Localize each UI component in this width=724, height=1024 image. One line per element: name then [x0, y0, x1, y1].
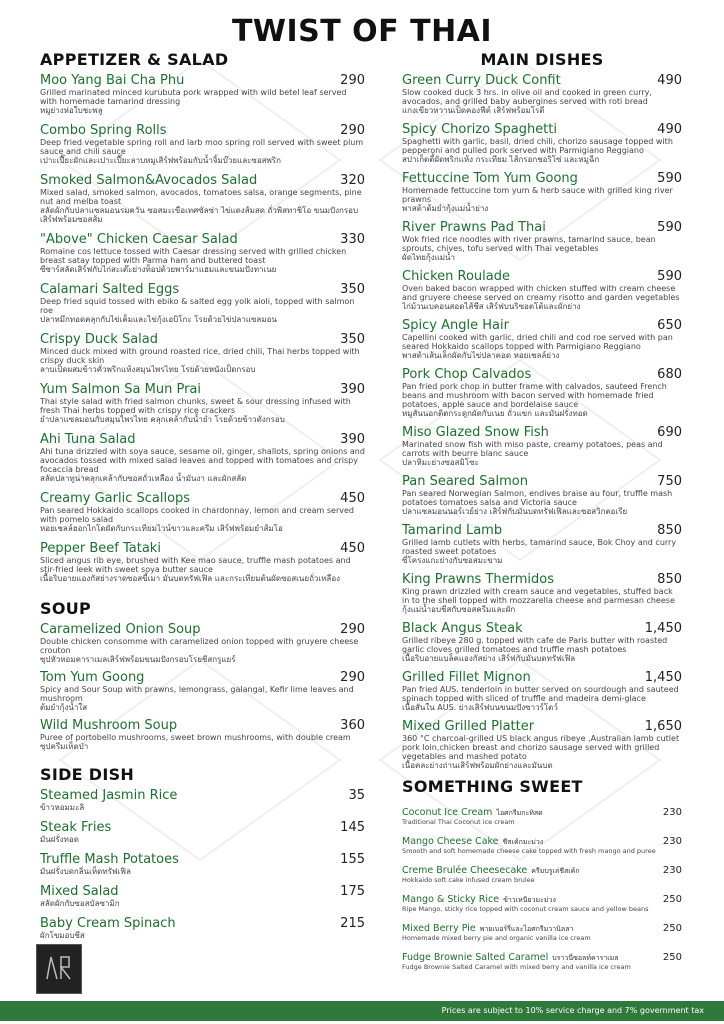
menu-item-price: 230: [662, 807, 682, 818]
menu-item-name: Calamari Salted Eggs: [40, 282, 180, 297]
menu-item-row: [402, 858, 682, 877]
menu-item: [40, 820, 365, 844]
menu-item-name-group: [402, 800, 543, 819]
menu-item: [40, 432, 365, 483]
menu-item-thai: แกงเขียวหวานเป็ดคองฟีต์ เสิร์ฟพร้อมโรตี: [402, 106, 545, 115]
menu-item-row: [40, 820, 365, 835]
menu-item-thai: มันฝรั่งทอด: [40, 835, 79, 844]
menu-item-row: [40, 232, 365, 247]
menu-item-row: [402, 73, 682, 88]
menu-item-row: [40, 491, 365, 506]
menu-item-description: Thai style salad with fried salmon chunks, sweet & sour dressing infused with fresh Thai herbs topped with crispy rice crackers: [40, 397, 351, 415]
menu-item-price: 145: [340, 820, 365, 835]
menu-item: [402, 318, 682, 360]
menu-item-price: 490: [657, 122, 682, 137]
menu-item: [402, 367, 682, 418]
menu-item-description: Deep fried squid tossed with ebiko & salted egg yolk aioli, topped with salmon roe: [40, 297, 355, 315]
twist-of-thai-logo: [36, 944, 82, 994]
section-heading: SIDE DISH: [40, 765, 135, 784]
menu-item-name: Mixed Berry Pie: [402, 923, 476, 934]
menu-item-row: [402, 171, 682, 186]
menu-item-thai: สปาเก็ตตี้ผัดพริกแห้ง กระเทียม ไส้กรอกชอริโซ่ และหมูฉีก: [402, 155, 600, 164]
menu-item: [402, 719, 682, 770]
menu-item-thai: พาสต้าเส้นเล็กผัดกับไข่ปลาคอด หอยเชลล์ย่าง: [402, 351, 560, 360]
menu-item-thai: สลัดผักกับปลาแซลมอนรมควัน ซอสมะเขือเทศซัลซ่า ไข่แดงส้มสด ถั่วพิสทาชิโอ ขนมปังกรอบ เสิร์ฟพร้อมซอสส้ม: [40, 206, 359, 224]
menu-item: [402, 425, 682, 467]
menu-item-thai-name: พายเบอร์รี่และไอศกรีมวานิลลา: [479, 925, 574, 933]
menu-item-thai: ลาบเป็ดผสมข้าวคั่วพริกแห้งสมุนไพรไทย โรยด้วยหนังเป็ดกรอบ: [40, 365, 256, 374]
menu-item-price: 250: [662, 894, 682, 905]
menu-item-thai: หอยเชลล์ฮอกไกโดผัดกับกระเทียมไวน์ขาวและครีม เสิร์ฟพร้อมยำส้มโอ: [40, 524, 283, 533]
menu-item-name: Grilled Fillet Mignon: [402, 670, 531, 685]
menu-item-description: Marinated snow fish with miso paste, creamy potatoes, peas and carrots with beurre blanc sauce: [402, 440, 663, 458]
menu-item-description: Traditional Thai Coconut ice cream: [402, 818, 515, 826]
menu-item: [402, 171, 682, 213]
menu-item-price: 690: [657, 425, 682, 440]
menu-item-description: Pan fried pork chop in butter frame with calvados, sauteed French beans and mushroom with bacon served with homemade fried potatoes, apple sauce and bordelaise sauce: [402, 382, 667, 409]
menu-item-row: [402, 916, 682, 935]
left-column: [40, 50, 365, 948]
menu-item-name: Creamy Garlic Scallops: [40, 491, 191, 506]
menu-item-price: 850: [657, 523, 682, 538]
menu-item: [402, 474, 682, 516]
menu-item-row: [402, 945, 682, 964]
menu-item-name: Black Angus Steak: [402, 621, 523, 636]
menu-title: TWIST OF THAI: [231, 14, 493, 49]
section-heading: SOUP: [40, 599, 92, 618]
menu-item: [40, 541, 365, 583]
menu-item: [402, 122, 682, 164]
menu-item-thai: ปลาหมึกทอดคลุกกับไข่เค็มและไข่กุ้งเอบิโกะ โรยด้วยไข่ปลาแซลมอน: [40, 315, 277, 324]
menu-item-description: Pan seared Norwegian Salmon, endives braise au four, truffle mash potatoes tomatoes salsa and Victoria sauce: [402, 489, 673, 507]
menu-item-name: King Prawns Thermidos: [402, 572, 555, 587]
menu-item-row: [40, 884, 365, 899]
menu-item-description: Pan seared Hokkaido scallops cooked in chardonnay, lemon and cream served with pomelo salad: [40, 506, 354, 524]
menu-item-description: Sliced angus rib eye, brushed with Kee mao sauce, truffle mash potatoes and stir-fried leek with sweet soya butter sauce: [40, 556, 351, 574]
menu-item-price: 450: [340, 491, 365, 506]
menu-item-description: Slow cooked duck 3 hrs. in olive oil and cooked in green curry, avocados, and grilled baby aubergines served with roti bread: [402, 88, 652, 106]
menu-item-price: 1,650: [644, 719, 682, 734]
menu-item-row: [402, 523, 682, 538]
menu-item-name: Caramelized Onion Soup: [40, 622, 201, 637]
menu-item-description: Double chicken consomme with caramelized onion topped with gruyere cheese crouton: [40, 637, 359, 655]
menu-item: [40, 73, 365, 115]
menu-item-name-group: [402, 887, 556, 906]
menu-item: [402, 858, 682, 884]
menu-item: [40, 718, 365, 751]
menu-item: [402, 800, 682, 826]
menu-item-row: [40, 332, 365, 347]
menu-item-description: Homemade fettuccine tom yum & herb sauce with grilled king river prawns: [402, 186, 673, 204]
menu-item-description: King prawn drizzled with cream sauce and vegetables, stuffed back in to the shell topped with mozzarella cheese and parmesan cheese: [402, 587, 675, 605]
menu-item-price: 450: [340, 541, 365, 556]
menu-item-description: Capellini cooked with garlic, dried chili and cod roe served with pan seared Hokkaido scallops topped with Parmigiano Reggiano: [402, 333, 673, 351]
menu-item-row: [40, 73, 365, 88]
menu-item: [402, 916, 682, 942]
menu-item-name: Wild Mushroom Soup: [40, 718, 178, 733]
menu-item-thai: หมูย่างห่อใบชะพลู: [40, 106, 103, 115]
menu-item-row: [402, 425, 682, 440]
section-heading: APPETIZER & SALAD: [40, 50, 229, 69]
menu-item-name: Crispy Duck Salad: [40, 332, 158, 347]
menu-item-name: Ahi Tuna Salad: [40, 432, 136, 447]
menu-item-description: Hokkaido soft cake infused cream brulee: [402, 876, 535, 884]
menu-item-name: Smoked Salmon&Avocados Salad: [40, 173, 258, 188]
menu-item-row: [402, 829, 682, 848]
menu-item-row: [40, 282, 365, 297]
menu-item-row: [40, 670, 365, 685]
menu-item-price: 650: [657, 318, 682, 333]
menu-item-thai-name: ชีสเค้กมะม่วง: [502, 838, 544, 846]
menu-item-thai: ซี่โครงแกะย่างกับซอสมะขาม: [402, 556, 503, 565]
menu-item-price: 330: [340, 232, 365, 247]
section-heading: MAIN DISHES: [480, 50, 604, 69]
menu-item-name: "Above" Chicken Caesar Salad: [40, 232, 238, 247]
menu-item: [40, 382, 365, 424]
menu-item-thai: ต้มยำกุ้งน้ำใส: [40, 703, 88, 712]
menu-item-thai: ข้าวหอมมะลิ: [40, 803, 85, 812]
menu-item-name: Mango Cheese Cake: [402, 836, 499, 847]
menu-item: [402, 73, 682, 115]
menu-item-row: [40, 852, 365, 867]
menu-item-name: Spicy Chorizo Spaghetti: [402, 122, 557, 137]
menu-item-description: Puree of portobello mushrooms, sweet brown mushrooms, with double cream: [40, 733, 351, 742]
menu-item-price: 290: [340, 73, 365, 88]
menu-item-name: Miso Glazed Snow Fish: [402, 425, 549, 440]
menu-item-thai: ปลาแซลมอนนอร์เวย์ย่าง เสิร์ฟกับมันบดทรัฟเฟิลและซอสวิกตอเรีย: [402, 507, 628, 516]
menu-item-price: 250: [662, 952, 682, 963]
menu-item-name: Tamarind Lamb: [402, 523, 503, 538]
menu-item-row: [40, 916, 365, 931]
footer-bar: [0, 1001, 724, 1021]
menu-item-description: Spaghetti with garlic, basil, dried chili, chorizo sausage topped with pepperoni and pulled pork served with Parmigiano Reggiano: [402, 137, 673, 155]
menu-item-name: Steak Fries: [40, 820, 112, 835]
menu-item: [40, 622, 365, 664]
menu-item-description: Homemade mixed berry pie and organic vanilla ice cream: [402, 934, 591, 942]
menu-item: [40, 884, 365, 908]
menu-item-row: [402, 318, 682, 333]
menu-item-price: 35: [348, 788, 365, 803]
menu-item-row: [402, 269, 682, 284]
menu-item-thai: ซีซาร์สลัดเสิร์ฟกับไก่สะเต๊ะย่างท็อปด้วยพาร์มาแฮมและขนมปังทาเนย: [40, 265, 277, 274]
menu-item-row: [402, 621, 682, 636]
menu-item-row: [40, 541, 365, 556]
menu-item: [402, 572, 682, 614]
menu-item-price: 390: [340, 432, 365, 447]
section-heading: SOMETHING SWEET: [402, 777, 583, 796]
menu-item-price: 290: [340, 123, 365, 138]
right-column: [402, 50, 682, 974]
menu-item-row: [40, 788, 365, 803]
menu-item-price: 230: [662, 836, 682, 847]
menu-item: [40, 670, 365, 712]
menu-item-price: 360: [340, 718, 365, 733]
menu-item-row: [40, 123, 365, 138]
menu-item-description: Oven baked bacon wrapped with chicken stuffed with cream cheese and gruyere cheese served on creamy risotto and garden vegetables: [402, 284, 680, 302]
menu-item-thai: เนื้อริบอายแองกัสย่างราดซอสขี้เมา มันบดทรัฟเฟิล และกระเทียมต้นผัดซอสเนยถั่วเหลือง: [40, 574, 341, 583]
menu-item-thai: สลัดผักกับซอสบัลซามิก: [40, 899, 120, 908]
menu-item-name: Tom Yum Goong: [40, 670, 145, 685]
menu-item: [402, 621, 682, 663]
menu-item: [40, 123, 365, 165]
menu-item-thai: กุ้งแม่น้ำอบชีสกับซอสครีมและผัก: [402, 605, 516, 614]
menu-item-thai-name: ไอศกรีมกะทิสด: [496, 809, 543, 817]
menu-item-thai: เนื้อคละย่างถ่านเสิร์ฟพร้อมผักย่างและมันบด: [402, 761, 553, 770]
menu-item-name: Pan Seared Salmon: [402, 474, 528, 489]
menu-item-price: 250: [662, 923, 682, 934]
menu-item-name: Yum Salmon Sa Mun Prai: [40, 382, 202, 397]
menu-item-row: [402, 887, 682, 906]
menu-item-name: Mango & Sticky Rice: [402, 894, 500, 905]
menu-item: [40, 282, 365, 324]
menu-item: [402, 945, 682, 971]
menu-item-price: 1,450: [644, 621, 682, 636]
menu-item-price: 230: [662, 865, 682, 876]
footer-note: Prices are subject to 10% service charge and 7% government tax: [441, 1006, 704, 1015]
menu-item: [402, 670, 682, 712]
menu-item-thai: เนื้อสันใน AUS. ย่างเสิร์ฟบนขนมปังซาวร์โดว์: [402, 703, 558, 712]
menu-item-price: 390: [340, 382, 365, 397]
menu-item-price: 320: [340, 173, 365, 188]
menu-item-thai: ปลาหิมะย่างซอสมิโซะ: [402, 458, 479, 467]
menu-item: [402, 523, 682, 565]
menu-item-price: 850: [657, 572, 682, 587]
menu-item-price: 590: [657, 269, 682, 284]
menu-item-name: Steamed Jasmin Rice: [40, 788, 178, 803]
menu-item: [402, 829, 682, 855]
menu-item-description: Spicy and Sour Soup with prawns, lemongrass, galangal, Kefir lime leaves and mushroom: [40, 685, 354, 703]
menu-item-row: [402, 572, 682, 587]
menu-item-row: [402, 719, 682, 734]
menu-item-thai: ผักโขมอบชีส: [40, 931, 85, 940]
menu-item: [402, 220, 682, 262]
menu-item-price: 175: [340, 884, 365, 899]
menu-item-description: Mixed salad, smoked salmon, avocados, tomatoes salsa, orange segments, pine nut and melba toast: [40, 188, 362, 206]
menu-item-thai: ไก่ม้วนเบคอนสอดไส้ชีส เสิร์ฟบนริซอตโต้และผักย่าง: [402, 302, 581, 311]
menu-item-description: Wok fried rice noodles with river prawns, tamarind sauce, bean sprouts, chives, tofu served with Thai vegetables: [402, 235, 656, 253]
menu-item-name-group: [402, 829, 543, 848]
menu-item-description: Grilled marinated minced kurubuta pork wrapped with wild betel leaf served with homemade tamarind dressing: [40, 88, 347, 106]
menu-item: [402, 269, 682, 311]
menu-item-price: 590: [657, 171, 682, 186]
menu-item-row: [402, 367, 682, 382]
menu-item-name: Green Curry Duck Confit: [402, 73, 561, 88]
menu-item-thai: เนื้อริบอายแบล็คแองกัสย่าง เสิร์ฟกับมันบดทรัฟเฟิล: [402, 654, 576, 663]
menu-item-description: Ripe Mango, sticky rice topped with coconut cream sauce and yellow beans: [402, 905, 649, 913]
menu-item-name: Mixed Salad: [40, 884, 119, 899]
menu-item-name: River Prawns Pad Thai: [402, 220, 546, 235]
menu-item-price: 490: [657, 73, 682, 88]
menu-item-row: [402, 220, 682, 235]
menu-item-price: 350: [340, 332, 365, 347]
menu-item: [40, 916, 365, 940]
menu-item-description: Romaine cos lettuce tossed with Caesar dressing served with grilled chicken breast satay topped with Parma ham and buttered toast: [40, 247, 347, 265]
menu-item-row: [40, 718, 365, 733]
menu-item-price: 1,450: [644, 670, 682, 685]
menu-item-name: Baby Cream Spinach: [40, 916, 176, 931]
menu-item-row: [40, 622, 365, 637]
menu-item-thai: ซุปครีมเห็ดป่า: [40, 742, 89, 751]
menu-item-price: 590: [657, 220, 682, 235]
menu-item-name: Creme Brulée Cheesecake: [402, 865, 528, 876]
menu-item-description: 360 °C charcoal-grilled US black angus ribeye ,Australian lamb cutlet pork loin,chicken breast and chorizo sausage served with grilled vegetables and mashed potato: [402, 734, 680, 761]
menu-item-name-group: [402, 858, 580, 877]
menu-item-name-group: [402, 916, 573, 935]
menu-item-price: 680: [657, 367, 682, 382]
menu-item: [40, 491, 365, 533]
menu-item: [40, 852, 365, 876]
menu-item-row: [40, 382, 365, 397]
menu-item-description: Pan fried AUS. tenderloin in butter served on sourdough and sauteed spinach topped with sliced of truffle and madeira demi-glace: [402, 685, 679, 703]
menu-item-thai-name: บราวนี่ซอลท์คาราเมล: [552, 954, 619, 962]
menu-item: [40, 232, 365, 274]
menu-item-name: Mixed Grilled Platter: [402, 719, 535, 734]
menu-item-name: Spicy Angle Hair: [402, 318, 509, 333]
menu-item-thai: ยำปลาแซลมอนกับสมุนไพรไทย คลุกเคล้ากับน้ำยำ โรยด้วยข้าวตังกรอบ: [40, 415, 285, 424]
menu-item-price: 290: [340, 670, 365, 685]
menu-item-row: [402, 670, 682, 685]
menu-item-thai: มันฝรั่งบดกลิ่นเห็ดทรัฟเฟิล: [40, 867, 131, 876]
menu-item-name: Moo Yang Bai Cha Phu: [40, 73, 185, 88]
menu-item-price: 290: [340, 622, 365, 637]
menu-item-description: Deep fried vegetable spring roll and larb moo spring roll served with sweet plum sauce and chili sauce: [40, 138, 364, 156]
menu-item-description: Grilled ribeye 280 g. topped with cafe de Paris butter with roasted garlic cloves grilled tomatoes and truffle mash potatoes: [402, 636, 668, 654]
menu-item-row: [402, 474, 682, 489]
menu-item-row: [402, 122, 682, 137]
menu-item-row: [40, 173, 365, 188]
menu-item-name-group: [402, 945, 619, 964]
menu-item-price: 750: [657, 474, 682, 489]
menu-item-description: Smooth and soft homemade cheese cake topped with fresh mango and puree: [402, 847, 656, 855]
menu-item-thai-name: ข้าวเหนียวมะม่วง: [503, 896, 556, 904]
menu-item-name: Combo Spring Rolls: [40, 123, 167, 138]
menu-item-price: 215: [340, 916, 365, 931]
menu-item-name: Pork Chop Calvados: [402, 367, 532, 382]
menu-item-thai: หมูสันนอกติดกระดูกผัดกับเนย ถั่วแขก และมันฝรั่งทอด: [402, 409, 588, 418]
menu-item-price: 155: [340, 852, 365, 867]
menu-item-description: Minced duck mixed with ground roasted rice, dried chili, Thai herbs topped with crispy duck skin: [40, 347, 360, 365]
menu-item-thai: ซุปหัวหอมคาราเมลเสิร์ฟพร้อมขนมปังกรอบโรยชีสกรูแยร์: [40, 655, 236, 664]
menu-item-name: Coconut Ice Cream: [402, 807, 493, 818]
menu-item: [40, 332, 365, 374]
menu-item-row: [402, 800, 682, 819]
menu-item: [40, 788, 365, 812]
menu-item: [402, 887, 682, 913]
menu-item-thai: พาสต้าต้มยำกุ้งแม่น้ำย่าง: [402, 204, 489, 213]
menu-item-thai: เปาะเปี๊ยะผักและเปาะเปี๊ยะลาบหมูเสิร์ฟพร้อมกับน้ำจิ้มบ๊วยและซอสพริก: [40, 156, 281, 165]
menu-item-description: Ahi tuna drizzled with soya sauce, sesame oil, ginger, shallots, spring onions and avocados tossed with mixed salad leaves and topped with tomatoes and crispy focaccia bread: [40, 447, 365, 474]
menu-item-name: Chicken Roulade: [402, 269, 510, 284]
menu-item-name: Truffle Mash Potatoes: [40, 852, 179, 867]
menu-item-description: Grilled lamb cutlets with herbs, tamarind sauce, Bok Choy and curry roasted sweet potatoes: [402, 538, 677, 556]
menu-item-description: Fudge Brownie Salted Caramel with mixed berry and vanilla ice cream: [402, 963, 631, 971]
menu-item: [40, 173, 365, 224]
menu-item-name: Pepper Beef Tataki: [40, 541, 161, 556]
menu-item-name: Fettuccine Tom Yum Goong: [402, 171, 578, 186]
menu-item-thai: สลัดปลาทูน่าคลุกเคล้ากับซอสถั่วเหลือง น้ำมันงา และผักสลัด: [40, 474, 247, 483]
menu-item-price: 350: [340, 282, 365, 297]
menu-item-name: Fudge Brownie Salted Caramel: [402, 952, 549, 963]
menu-item-row: [40, 432, 365, 447]
menu-item-thai-name: ครีมบรูเล่ชีสเค้ก: [531, 867, 580, 875]
menu-item-thai: ผัดไทยกุ้งแม่น้ำ: [402, 253, 456, 262]
